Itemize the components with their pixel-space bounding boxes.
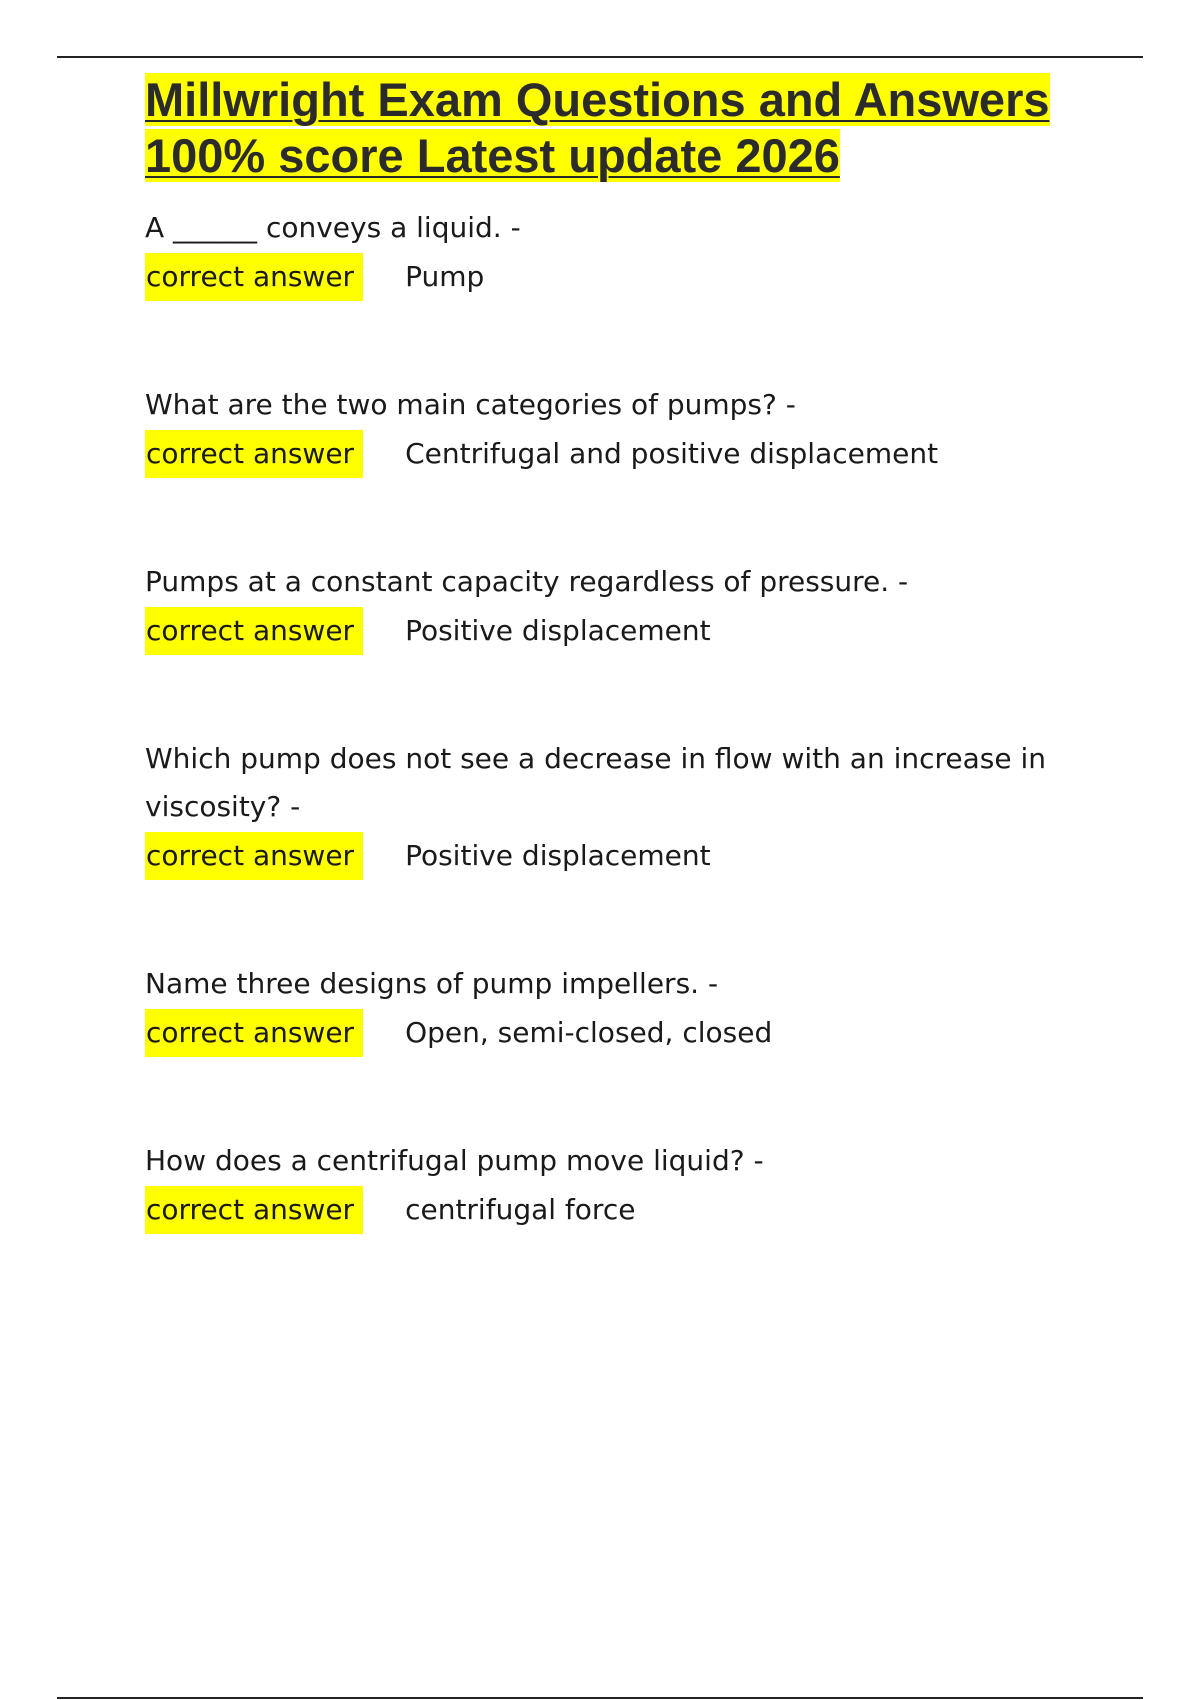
answer-text: Centrifugal and positive displacement — [405, 437, 939, 470]
answer-line — [145, 1186, 1075, 1234]
question-text: Pumps at a constant capacity regardless of pressure. - — [145, 565, 909, 598]
question-text: Name three designs of pump impellers. - — [145, 967, 719, 1000]
question-text: Which pump does not see a decrease in flow with an increase in viscosity? - — [145, 742, 1047, 823]
answer-label-highlight: correct answer — [145, 1009, 363, 1057]
qa-list — [145, 204, 1075, 1234]
answer-text: Open, semi-closed, closed — [405, 1016, 773, 1049]
document-body — [145, 72, 1075, 1314]
answer-label-highlight: correct answer — [145, 607, 363, 655]
header-rule — [57, 56, 1143, 58]
qa-item — [145, 558, 1075, 655]
answer-text: Positive displacement — [405, 614, 711, 647]
question-text: How does a centrifugal pump move liquid? - — [145, 1144, 764, 1177]
question-text: A ______ conveys a liquid. - — [145, 211, 521, 244]
answer-label-highlight: correct answer — [145, 832, 363, 880]
qa-item — [145, 204, 1075, 301]
qa-item — [145, 960, 1075, 1057]
question-text: What are the two main categories of pumps? - — [145, 388, 796, 421]
answer-line — [145, 832, 1075, 880]
answer-line — [145, 253, 1075, 301]
title-highlight: Millwright Exam Questions and Answers 100% score Latest update 2026 — [145, 73, 1050, 182]
qa-item — [145, 381, 1075, 478]
answer-line — [145, 607, 1075, 655]
answer-label-highlight: correct answer — [145, 1186, 363, 1234]
answer-text: Positive displacement — [405, 839, 711, 872]
footer-rule — [57, 1697, 1143, 1699]
document-title — [145, 72, 1075, 184]
answer-text: centrifugal force — [405, 1193, 636, 1226]
qa-item — [145, 1137, 1075, 1234]
answer-line — [145, 430, 1075, 478]
answer-text: Pump — [405, 260, 485, 293]
answer-label-highlight: correct answer — [145, 430, 363, 478]
qa-item — [145, 735, 1075, 880]
answer-line — [145, 1009, 1075, 1057]
answer-label-highlight: correct answer — [145, 253, 363, 301]
